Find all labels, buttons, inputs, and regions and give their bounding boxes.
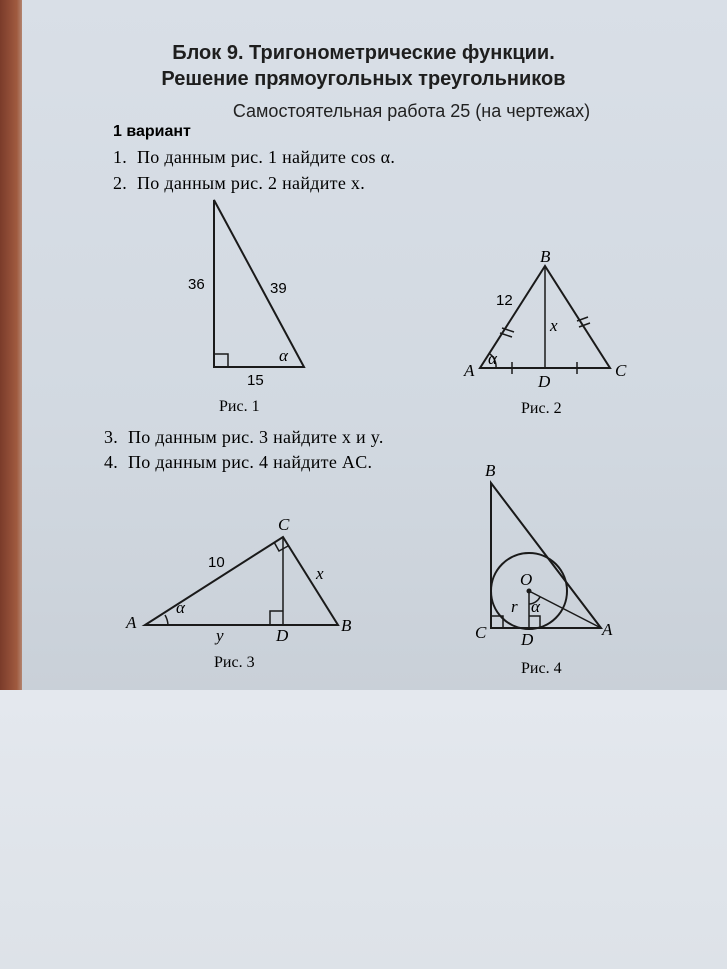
task-text: По данным рис. 1 найдите cos α. — [137, 147, 396, 167]
fig2-point-d: D — [538, 372, 551, 391]
fig4-point-d: D — [521, 630, 534, 649]
fig1-angle-label: α — [279, 346, 288, 365]
task-number: 3. — [104, 427, 119, 447]
fig4-angle-label: α — [531, 597, 540, 616]
fig1-leg-label: 36 — [188, 276, 205, 293]
fig1-base-label: 15 — [247, 372, 264, 389]
fig3-vertex-b: B — [341, 616, 352, 635]
fig2-vertex-b: B — [540, 247, 551, 266]
fig1-triangle — [214, 200, 304, 367]
fig3-angle-label: α — [176, 598, 185, 617]
fig3-angle-arc — [165, 615, 168, 625]
task-number: 2. — [113, 173, 128, 193]
task-number: 4. — [104, 452, 119, 472]
work-subtitle: Самостоятельная работа 25 (на чертежах) — [232, 101, 591, 121]
task-text: По данным рис. 4 найдите AC. — [128, 452, 373, 472]
fig3-vertex-a: A — [126, 613, 137, 632]
task-text: По данным рис. 2 найдите x. — [137, 173, 366, 193]
block-title-line2: Решение прямоугольных треугольников — [161, 68, 566, 90]
fig4-caption: Рис. 4 — [521, 660, 562, 677]
fig2-angle-label: α — [488, 349, 497, 368]
fig4-center-o: O — [520, 570, 533, 589]
fig4-right-angle-mark-d — [529, 616, 540, 628]
fig3-point-d: D — [276, 626, 289, 645]
fig4-vertex-c: C — [475, 623, 487, 642]
fig4-vertex-a: A — [602, 620, 613, 639]
fig3-caption: Рис. 3 — [214, 654, 255, 671]
fig2-caption: Рис. 2 — [521, 400, 562, 417]
fig1-caption: Рис. 1 — [219, 398, 260, 415]
fig2-side-label: 12 — [496, 292, 513, 309]
fig3-triangle — [145, 537, 338, 625]
fig3-y-label: y — [216, 626, 224, 645]
fig2-height-label: x — [550, 316, 558, 335]
fig4-bisector — [491, 483, 601, 628]
fig1-hypotenuse-label: 39 — [270, 280, 287, 297]
fig2-vertex-a: A — [464, 361, 475, 380]
fig4-vertex-b: B — [485, 461, 496, 480]
fig4-radius-label: r — [511, 597, 518, 616]
fig3-vertex-c: C — [278, 515, 290, 534]
fig2-vertex-c: C — [615, 361, 627, 380]
task-text: По данным рис. 3 найдите x и y. — [128, 427, 384, 447]
variant-label: 1 вариант — [113, 123, 191, 140]
fig3-side-label: 10 — [208, 554, 225, 571]
fig1-right-angle-mark — [214, 354, 228, 367]
fig3-right-angle-mark — [270, 611, 283, 625]
task-number: 1. — [113, 147, 128, 167]
fig3-x-label: x — [316, 564, 324, 583]
block-title-line1: Блок 9. Тригонометрические функции. — [172, 42, 555, 64]
